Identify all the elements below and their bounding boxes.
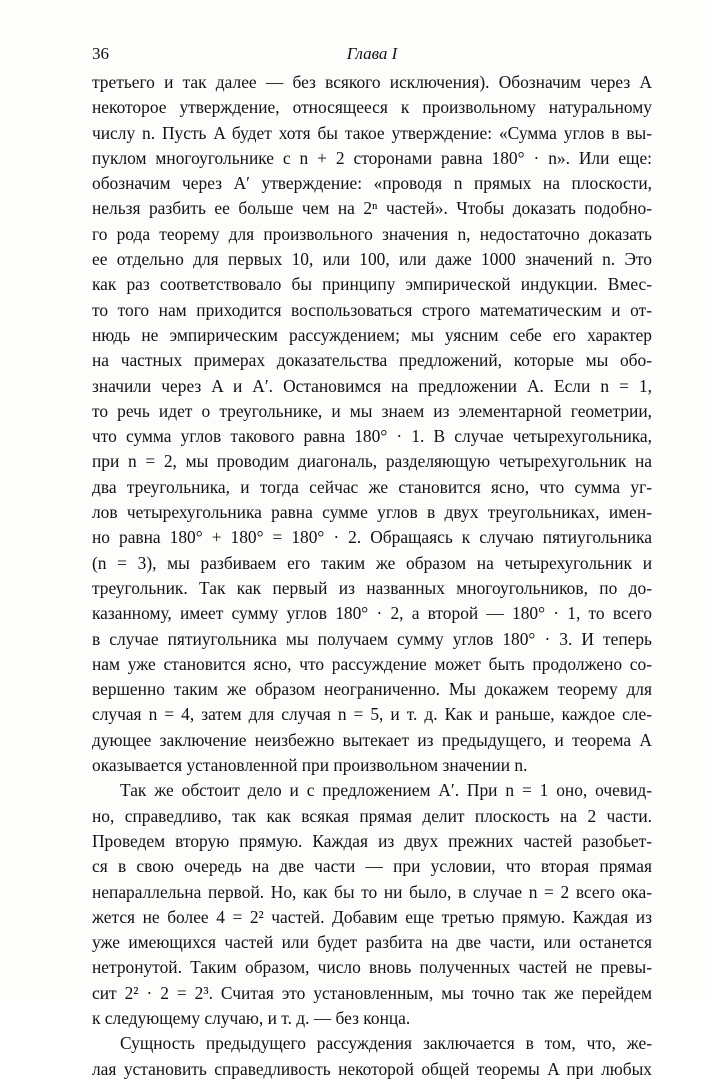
text-line: жется не более 4 = 2² частей. Добавим еще третью прямую. Каждая из xyxy=(92,906,652,927)
text-line: Проведем вторую прямую. Каждая из двух прежних частей разобьет- xyxy=(92,830,652,851)
text-line: некоторое утверждение, относящееся к произвольному натуральному xyxy=(92,97,652,118)
text-line: как раз соответствовало бы принципу эмпирической индукции. Вмес- xyxy=(92,274,652,295)
running-head: Глава I xyxy=(346,44,398,63)
page-number: 36 xyxy=(92,44,109,63)
text-line: уже имеющихся частей или будет разбита на две части, или останется xyxy=(92,932,652,953)
text-line: два треугольника, и тогда сейчас же становится ясно, что сумма уг- xyxy=(92,476,652,497)
text-line: случая n = 4, затем для случая n = 5, и т. д. Как и раньше, каждое сле- xyxy=(92,704,652,725)
text-line: на частных примерах доказательства предложений, которые мы обо- xyxy=(92,350,652,371)
text-line: при n = 2, мы проводим диагональ, разделяющую четырехугольник на xyxy=(92,451,652,472)
text-line: нельзя разбить ее больше чем на 2ⁿ частей». Чтобы доказать подобно- xyxy=(92,198,652,219)
text-line: оказывается установленной при произвольном значении n. xyxy=(92,755,528,776)
text-line: Сущность предыдущего рассуждения заключается в том, что, же- xyxy=(120,1033,652,1054)
text-line: го рода теорему для произвольного значения n, недостаточно доказать xyxy=(92,223,652,244)
text-line: в случае пятиугольника мы получаем сумму углов 180° · 3. И теперь xyxy=(92,628,652,649)
text-line: (n = 3), мы разбиваем его таким же образом на четырехугольник и xyxy=(92,552,652,573)
text-line: третьего и так далее — без всякого исключения). Обозначим через A xyxy=(92,72,652,92)
text-line: то того нам приходится воспользоваться строго математическим и от- xyxy=(92,299,652,320)
text-line: пуклом многоугольнике с n + 2 сторонами равна 180° · n». Или еще: xyxy=(92,147,652,168)
text-line: нам уже становится ясно, что рассуждение может быть продолжено со- xyxy=(92,653,652,674)
text-line: дующее заключение неизбежно вытекает из предыдущего, и теорема A xyxy=(92,729,652,750)
text-line: нюдь не эмпирическим рассуждением; мы уясним себе его характер xyxy=(92,324,652,345)
text-line: что сумма углов такового равна 180° · 1. В случае четырехугольника, xyxy=(92,426,652,447)
text-line: ее отдельно для первых 10, или 100, или даже 1000 значений n. Это xyxy=(92,249,652,270)
text-line: обозначим через A′ утверждение: «проводя n прямых на плоскости, xyxy=(92,173,652,194)
page-header xyxy=(92,44,652,66)
text-line: но равна 180° + 180° = 180° · 2. Обращаясь к случаю пятиугольника xyxy=(92,527,652,548)
text-line: сит 2² · 2 = 2³. Считая это установленным, мы точно так же перейдем xyxy=(92,982,652,1003)
text-line: числу n. Пусть A будет хотя бы такое утверждение: «Сумма углов в вы- xyxy=(92,122,652,143)
text-line: непараллельна первой. Но, как бы то ни было, в случае n = 2 всего ока- xyxy=(92,881,652,902)
text-line: лая установить справедливость некоторой общей теоремы A при любых xyxy=(92,1058,652,1079)
text-line: но, справедливо, так как всякая прямая делит плоскость на 2 части. xyxy=(92,805,652,826)
text-line: вершенно таким же образом неограниченно. Мы докажем теорему для xyxy=(92,679,652,700)
text-line: казанному, имеет сумму углов 180° · 2, а второй — 180° · 1, то всего xyxy=(92,603,652,624)
body-text xyxy=(92,70,652,1082)
text-line: то речь идет о треугольнике, и мы знаем из элементарной геометрии, xyxy=(92,400,652,421)
text-line: нетронутой. Таким образом, число вновь полученных частей не превы- xyxy=(92,957,652,978)
text-line: треугольник. Так как первый из названных многоугольников, по до- xyxy=(92,577,652,598)
text-line: ся в свою очередь на две части — при условии, что вторая прямая xyxy=(92,856,652,877)
text-line: к следующему случаю, и т. д. — без конца. xyxy=(92,1007,411,1028)
text-line: Так же обстоит дело и с предложением A′. При n = 1 оно, очевид- xyxy=(120,780,652,801)
text-line: лов четырехугольника равна сумме углов в двух треугольниках, имен- xyxy=(92,502,652,523)
text-line: значили через A и A′. Остановимся на предложении A. Если n = 1, xyxy=(92,375,652,396)
